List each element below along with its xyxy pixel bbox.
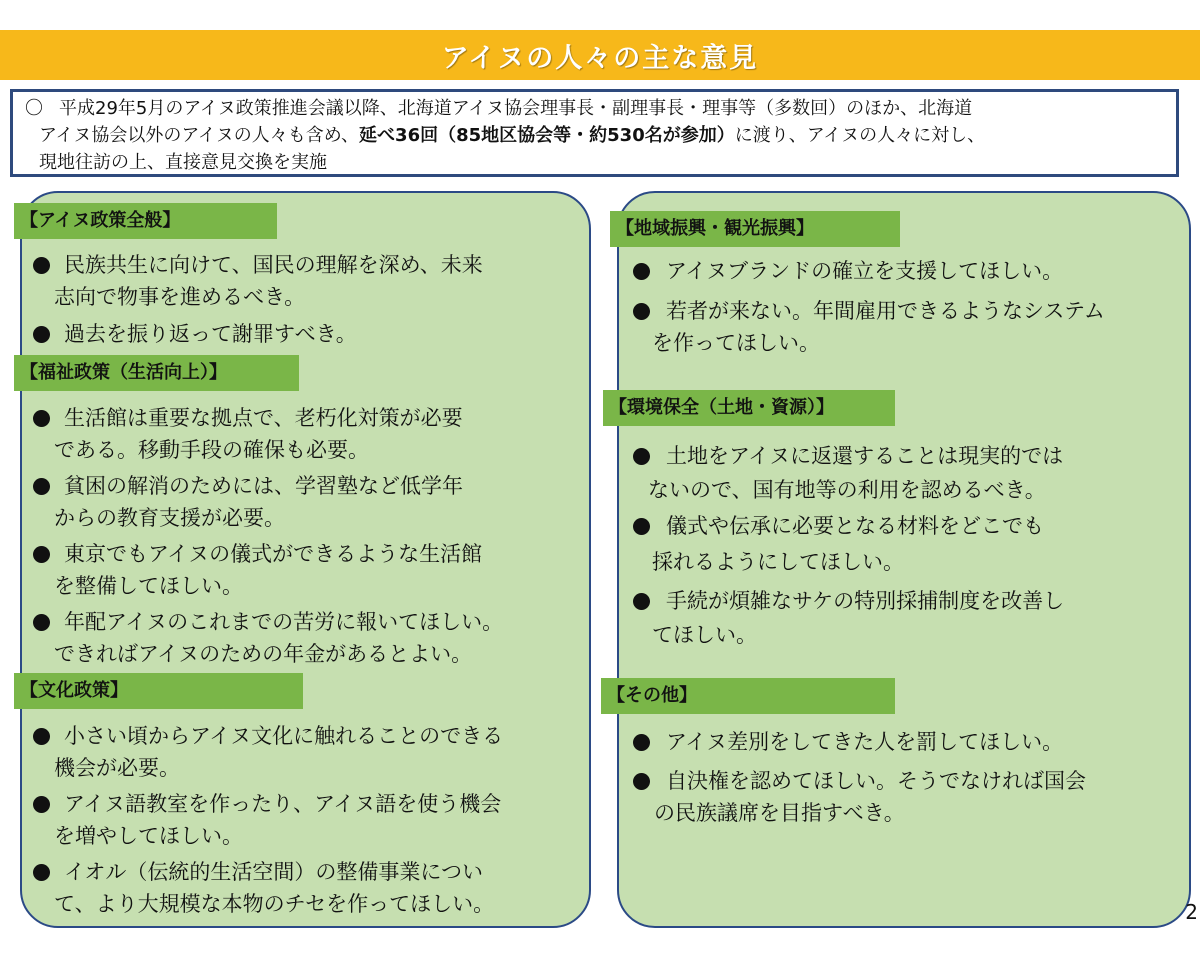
bullet-icon <box>633 518 650 535</box>
bullet-icon <box>633 734 650 751</box>
bullet-icon <box>33 257 50 274</box>
list-item: 手続が煩雑なサケの特別採捕制度を改善し <box>666 589 1065 613</box>
bullet-icon <box>33 410 50 427</box>
bullet-icon <box>633 303 650 320</box>
list-item-continuation: てほしい。 <box>652 623 757 647</box>
summary-box <box>10 89 1179 177</box>
list-item-continuation: である。移動手段の確保も必要。 <box>54 438 369 462</box>
section-header-environment: 【環境保全（土地・資源）】 <box>603 390 895 426</box>
summary-line-1: 〇 平成29年5月のアイヌ政策推進会議以降、北海道アイヌ協会理事長・副理事長・理事等（多数回）のほか、北海道 <box>25 95 1166 122</box>
bullet-icon <box>33 728 50 745</box>
section-header-other: 【その他】 <box>601 678 895 714</box>
list-item-continuation: の民族議席を目指すべき。 <box>654 801 905 825</box>
bullet-icon <box>633 448 650 465</box>
list-item-continuation: 採れるようにしてほしい。 <box>652 550 904 574</box>
list-item: 年配アイヌのこれまでの苦労に報いてほしい。 <box>64 610 504 634</box>
bullet-icon <box>33 326 50 343</box>
section-header-welfare: 【福祉政策（生活向上）】 <box>14 355 299 391</box>
bullet-icon <box>33 478 50 495</box>
list-item-continuation: からの教育支援が必要。 <box>54 506 285 530</box>
list-item: 儀式や伝承に必要となる材料をどこでも <box>666 514 1044 538</box>
summary-line-3: 現地往訪の上、直接意見交換を実施 <box>39 152 327 173</box>
list-item-continuation: て、より大規模な本物のチセを作ってほしい。 <box>54 892 495 916</box>
bullet-icon <box>33 546 50 563</box>
list-item: 自決権を認めてほしい。そうでなければ国会 <box>666 769 1086 793</box>
list-item-continuation: を整備してほしい。 <box>54 574 243 598</box>
list-item-continuation: を増やしてほしい。 <box>54 824 243 848</box>
bullet-icon <box>633 263 650 280</box>
title-bar <box>0 30 1200 80</box>
section-header-general: 【アイヌ政策全般】 <box>14 203 277 239</box>
bullet-icon <box>633 593 650 610</box>
summary-emphasis: 延べ36回（85地区協会等・約530名が参加） <box>359 125 735 146</box>
list-item: アイヌ差別をしてきた人を罰してほしい。 <box>666 730 1064 754</box>
list-item: 土地をアイヌに返還することは現実的では <box>666 444 1064 468</box>
bullet-icon <box>33 796 50 813</box>
list-item: アイヌ語教室を作ったり、アイヌ語を使う機会 <box>64 792 502 816</box>
summary-line-2: アイヌ協会以外のアイヌの人々も含め、延べ36回（85地区協会等・約530名が参加）に渡り、アイヌの人々に対し、 <box>39 125 986 146</box>
bullet-icon <box>33 864 50 881</box>
list-item: 民族共生に向けて、国民の理解を深め、未来 <box>64 253 483 277</box>
list-item: 生活館は重要な拠点で、老朽化対策が必要 <box>64 406 463 430</box>
summary-marker: 〇 <box>25 98 43 119</box>
list-item: 東京でもアイヌの儀式ができるような生活館 <box>64 542 483 566</box>
page-title: アイヌの人々の主な意見 <box>441 42 759 74</box>
list-item-continuation: 機会が必要。 <box>54 756 180 780</box>
list-item-continuation: できればアイヌのための年金があるとよい。 <box>54 642 473 666</box>
page-number: 2 <box>1185 900 1198 924</box>
section-header-culture: 【文化政策】 <box>14 673 303 709</box>
list-item-continuation: 志向で物事を進めるべき。 <box>54 285 306 309</box>
list-item: 若者が来ない。年間雇用できるようなシステム <box>666 299 1105 323</box>
list-item-continuation: ないので、国有地等の利用を認めるべき。 <box>648 478 1046 502</box>
list-item: イオル（伝統的生活空間）の整備事業につい <box>64 860 483 884</box>
bullet-icon <box>633 773 650 790</box>
bullet-icon <box>33 614 50 631</box>
list-item: 貧困の解消のためには、学習塾など低学年 <box>64 474 463 498</box>
list-item: 過去を振り返って謝罪すべき。 <box>64 322 357 346</box>
list-item: 小さい頃からアイヌ文化に触れることのできる <box>64 724 504 748</box>
list-item: アイヌブランドの確立を支援してほしい。 <box>666 259 1064 283</box>
section-header-regional: 【地域振興・観光振興】 <box>610 211 900 247</box>
list-item-continuation: を作ってほしい。 <box>652 331 820 355</box>
